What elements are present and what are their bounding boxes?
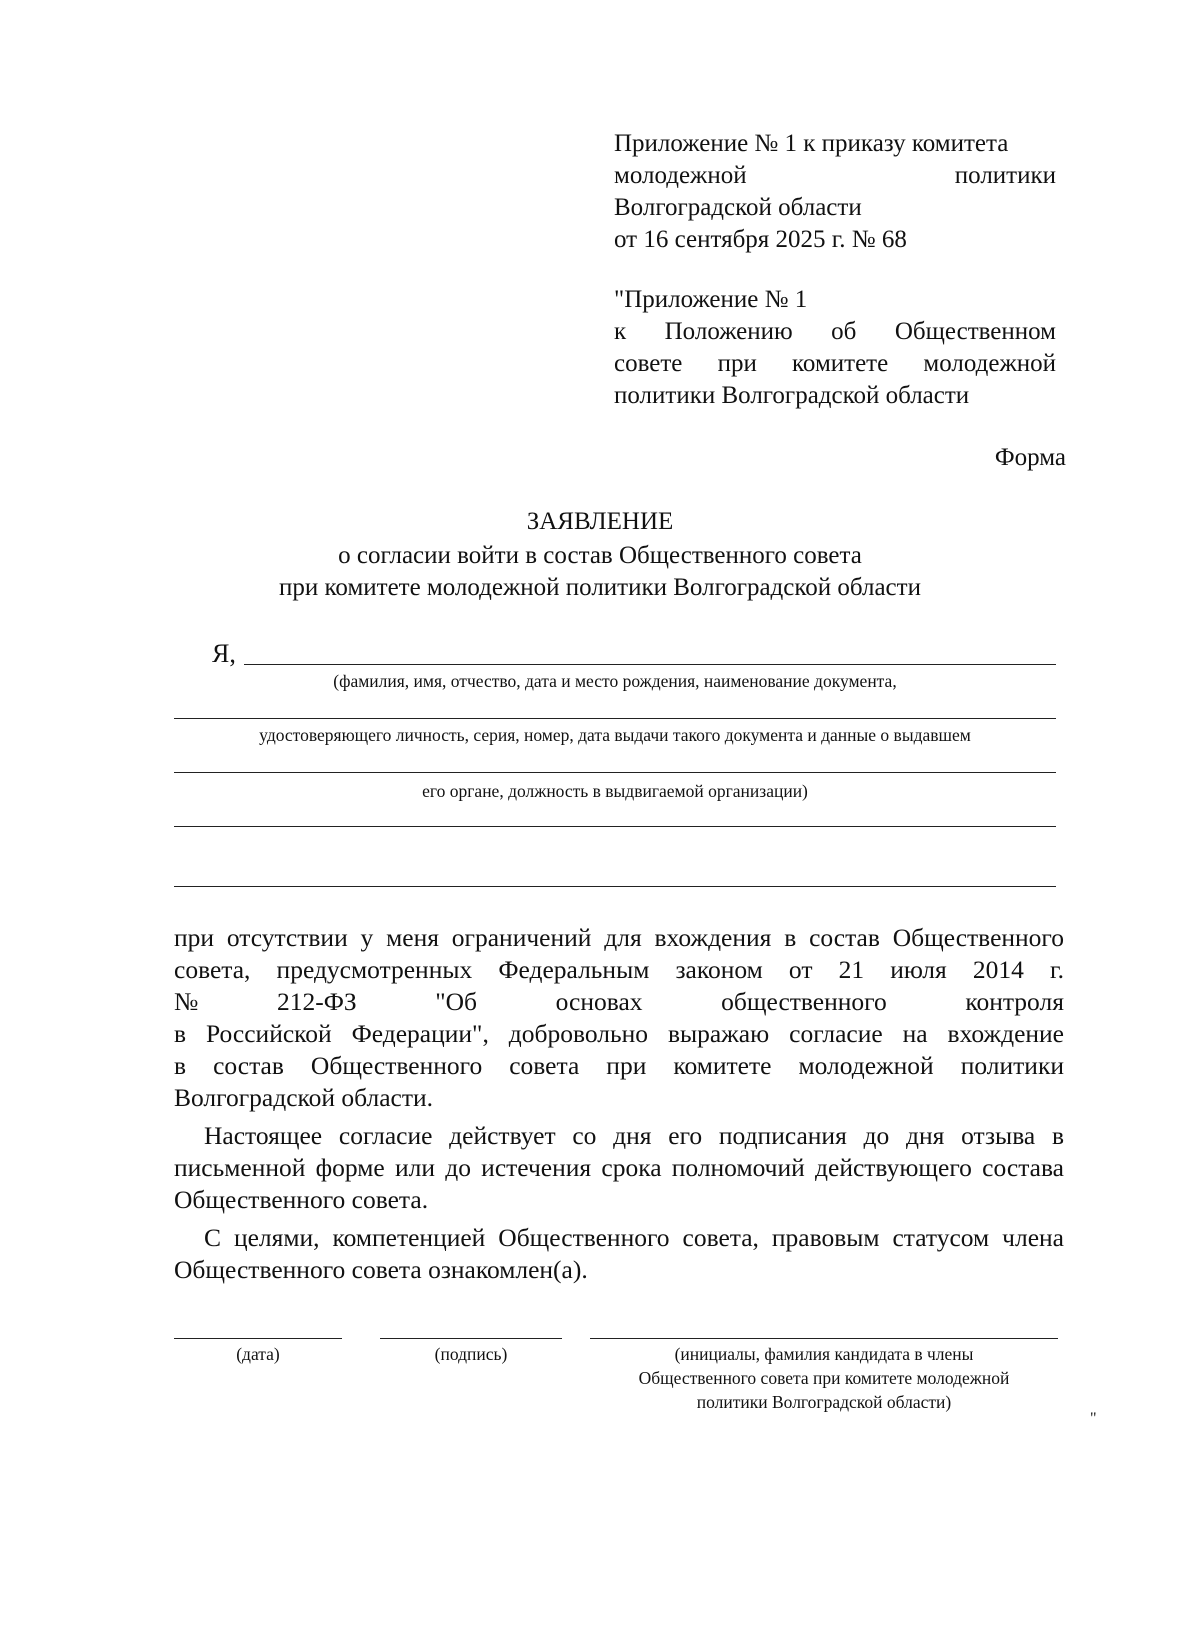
applicant-info-field-3[interactable] [174,772,1056,773]
applicant-info-field-2[interactable] [174,718,1056,719]
name-label-line-3: политики Волгоградской области) [696,1392,952,1412]
body-line-5: в состав Общественного совета при комитете молодежной политики [174,1051,1064,1080]
body-line-4: в Российской Федерации", добровольно выражаю согласие на вхождение [174,1019,1064,1048]
appendix-line-2a: молодежной [614,162,747,189]
date-field[interactable] [174,1338,342,1339]
signature-field[interactable] [380,1338,562,1339]
ya-label: Я, [212,639,236,668]
field-hint-3: его органе, должность в выдвигаемой организации) [422,781,808,801]
closing-quote: " [1090,1410,1097,1427]
body-word: № [174,987,199,1016]
annex-line-4: политики Волгоградской области [614,382,970,409]
name-label-line-2: Общественного совета при комитете молодежной [638,1368,1010,1388]
body-word: основах [555,987,643,1016]
body-word: 212-ФЗ [276,987,357,1016]
signature-label: (подпись) [434,1344,508,1364]
annex-line-1: "Приложение № 1 [614,286,808,313]
appendix-line-4: от 16 сентября 2025 г. № 68 [614,226,907,253]
annex-line-2: к Положению об Общественном [614,318,1056,345]
document-title: ЗАЯВЛЕНИЕ [526,508,674,535]
appendix-line-1: Приложение № 1 к приказу комитета [614,130,1009,157]
name-field[interactable] [590,1338,1058,1339]
body-line-2: совета, предусмотренных Федеральным законом от 21 июля 2014 г. [174,955,1064,984]
document-subtitle-2: при комитете молодежной политики Волгоградской области [279,574,921,601]
appendix-line-2b: политики [954,162,1056,189]
body-line-6: Волгоградской области. [174,1083,434,1112]
body-word: общественного [721,987,887,1016]
appendix-line-2 [614,160,1056,192]
annex-line-3: совете при комитете молодежной [614,350,1056,377]
body-word: "Об [435,987,478,1016]
applicant-info-field-4[interactable] [174,826,1056,827]
date-label: (дата) [236,1344,280,1364]
field-hint-2: удостоверяющего личность, серия, номер, дата выдачи такого документа и данные о выдавшем [259,725,971,745]
name-label [590,1342,1058,1414]
appendix-reference [614,128,1056,256]
annex-reference [614,284,1056,412]
consent-text [174,922,1064,1286]
body-line-1: при отсутствии у меня ограничений для вхождения в состав Общественного [174,923,1064,952]
applicant-info-field-1[interactable] [244,664,1056,665]
validity-paragraph: Настоящее согласие действует со дня его подписания до дня отзыва в письменной форме или до истечения срока полномочий действующего состава Общественного совета. [174,1121,1064,1214]
name-label-line-1: (инициалы, фамилия кандидата в члены [674,1344,974,1364]
acknowledgement-paragraph: С целями, компетенцией Общественного совета, правовым статусом члена Общественного совета ознакомлен(а). [174,1223,1064,1284]
document-subtitle-1: о согласии войти в состав Общественного совета [338,542,862,569]
form-label: Форма [994,444,1066,471]
body-line-3 [174,986,1064,1018]
appendix-line-3: Волгоградской области [614,194,862,221]
field-hint-1: (фамилия, имя, отчество, дата и место рождения, наименование документа, [333,671,897,691]
applicant-info-field-5[interactable] [174,886,1056,887]
body-word: контроля [965,987,1064,1016]
